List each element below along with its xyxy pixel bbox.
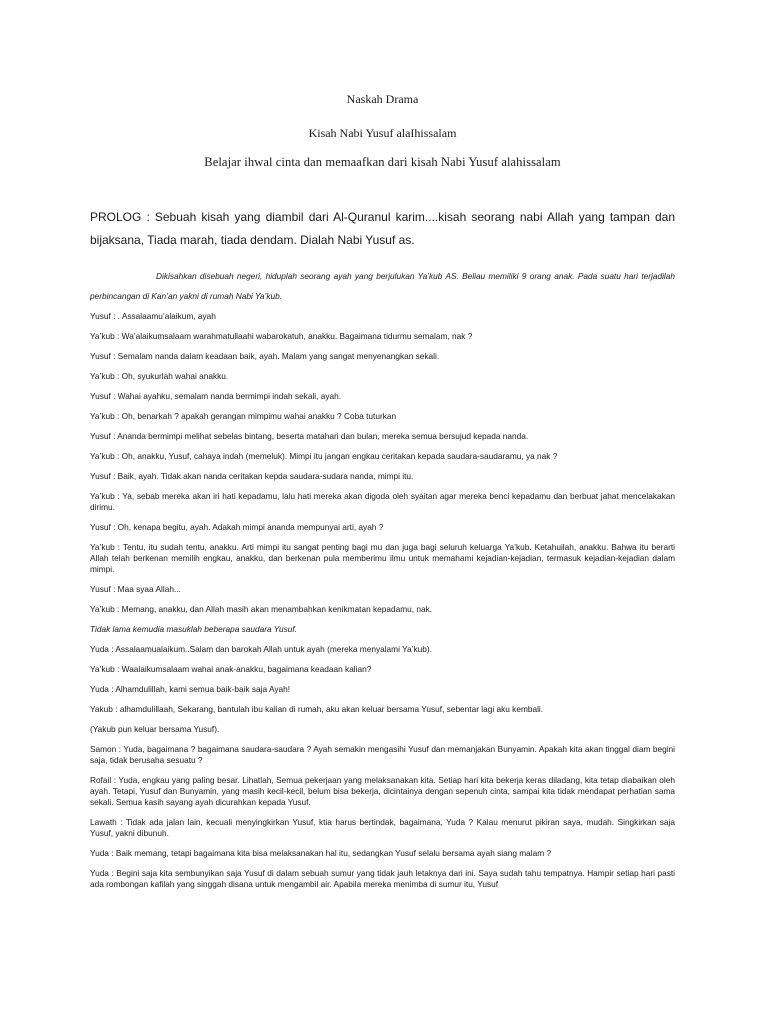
dialogue-line: Yusuf : Wahai ayahku, semalam nanda bermimpi indah sekali, ayah. [90,391,342,401]
dialogue-line: Yusuf : Semalam nanda dalam keadaan baik, ayah. Malam yang sangat menyenangkan sekali. [90,351,440,361]
dialogue-line: Ya’kub : Ya, sebab mereka akan iri hati kepadamu, lalu hati mereka akan digoda oleh syaitan agar mereka benci kepadamu dan berbuat jahat mencelakakan dirimu. [90,491,675,512]
document-heading: Kisah Nabi Yusuf alaIhissalam [308,126,457,140]
dialogue-line: Ya’kub : Memang, anakku, dan Allah masih akan menambahkan kenikmatan kepadamu, nak. [90,604,433,614]
dialogue-list [90,311,675,890]
intro-paragraph: Dikisahkan disebuah negeri, hiduplah seorang ayah yang berjulukan Ya’kub AS. Beliau memiliki 9 orang anak. Pada suatu hari terjadilah perbincangan di Kan’an yakni di rumah Nabi Ya’kub. [90,271,675,301]
dialogue-line: Ya’kub : Tentu, itu sudah tentu, anakku. Arti mimpi itu sangat penting bagi mu dan juga bagi seluruh keluarga Ya’kub. Ketahuilah, anakku. Bahwa itu berarti Allah telah berkenan memilih engkau, anakku, dan berkenan pula memberimu ilmu untuk memahami kejadian-kejadian, termasuk kejadian-kejadian dalam mimpi. [90,542,675,574]
dialogue-line: Yuda : Baik memang, tetapi bagaimana kita bisa melaksanakan hal itu, sedangkan Yusuf selalu bersama ayah siang malam ? [90,848,552,858]
dialogue-line: Ya’kub : Waalaikumsalaam wahai anak-anakku, bagaimana keadaan kalian? [90,664,372,674]
dialogue-line: Tidak lama kemudia masuklah beberapa saudara Yusuf. [90,624,298,634]
dialogue-line: (Yakub pun keluar bersama Yusuf). [90,724,220,734]
dialogue-line: Yusuf : Maa syaa Allah... [90,584,181,594]
document-page [90,92,675,890]
dialogue-line: Yusuf : Ananda bermimpi melihat sebelas bintang, beserta matahari dan bulan, mereka semua bersujud kepada nanda. [90,431,529,441]
dialogue-line: Yusuf : . Assalaamu’alaikum, ayah [90,311,216,321]
dialogue-line: Samon : Yuda, bagaimana ? bagaimana saudara-saudara ? Ayah semakin mengasihi Yusuf dan memanjakan Bunyamin. Apakah kita akan tinggal diam begini saja, tidak berusaha sesuatu ? [90,744,675,765]
dialogue-line: Ya’kub : Oh, benarkah ? apakah gerangan mimpimu wahai anakku ? Coba tuturkan [90,411,397,421]
dialogue-line: Ya’kub : Oh, syukurlah wahai anakku. [90,371,229,381]
document-title: Naskah Drama [346,92,419,106]
dialogue-line: Lawath : Tidak ada jalan lain, kecuali menyingkirkan Yusuf, ktia harus bertindak, bagaimana, Yuda ? Kalau menurut pikiran saya, mudah. Singkirkan saja Yusuf, yakni dibunuh. [90,817,675,838]
dialogue-line: Ya’kub : Oh, anakku, Yusuf, cahaya indah (memeluk). Mimpi itu jangan engkau ceritakan kepada saudara-saudaramu, ya nak ? [90,451,558,461]
dialogue-line: Ya’kub : Wa’alaikumsalaam warahmatullaahi wabarokatuh, anakku. Bagaimana tidurmu semalam, nak ? [90,331,473,341]
dialogue-line: Yusuf : Baik, ayah. Tidak akan nanda ceritakan kepda saudara-sudara nanda, mimpi itu. [90,471,414,481]
document-tagline: Belajar ihwal cinta dan memaafkan dari kisah Nabi Yusuf alahissalam [204,155,561,169]
dialogue-line: Rofail : Yuda, engkau yang paling besar. Lihatlah, Semua pekerjaan yang melaksanakan kita. Setiap hari kita bekerja keras diladang, kita tetap diabaikan oleh ayah. Tetapi, Yusuf dan Bunyamin, yang masih kecil-kecil, belum bisa bekerja, dicintainya dengan sepenuh cinta, sampai kita tidak mendapat perhatian sama sekali. Semua kasih sayang ayah dicurahkan kepada Yusuf. [90,775,675,807]
dialogue-line: Yuda : Assalaamualaikum..Salam dan barokah Allah untuk ayah (mereka menyalami Ya’kub). [90,644,432,654]
dialogue-line: Yusuf : Oh, kenapa begitu, ayah. Adakah mimpi ananda mempunyai arti, ayah ? [90,522,384,532]
dialogue-line: Yakub : alhamdulillaah, Sekarang, bantulah ibu kalian di rumah, aku akan keluar bersama Yusuf, sebentar lagi aku kembali. [90,704,544,714]
prolog-paragraph: PROLOG : Sebuah kisah yang diambil dari Al-Quranul karim....kisah seorang nabi Allah yang tampan dan bijaksana, Tiada marah, tiada dendam. Dialah Nabi Yusuf as. [90,210,675,247]
dialogue-line: Yuda : Alhamdulillah, kami semua baik-baik saja Ayah! [90,684,291,694]
dialogue-line: Yuda : Begini saja kita sembunyikan saja Yusuf di dalam sebuah sumur yang tidak jauh letaknya dari ini. Saya sudah tahu tempatnya. Hampir setiap hari pasti ada rombongan kafilah yang singgah disana untuk mengambil air. Apabila mereka menimba di sumur itu, Yusuf [90,868,675,889]
